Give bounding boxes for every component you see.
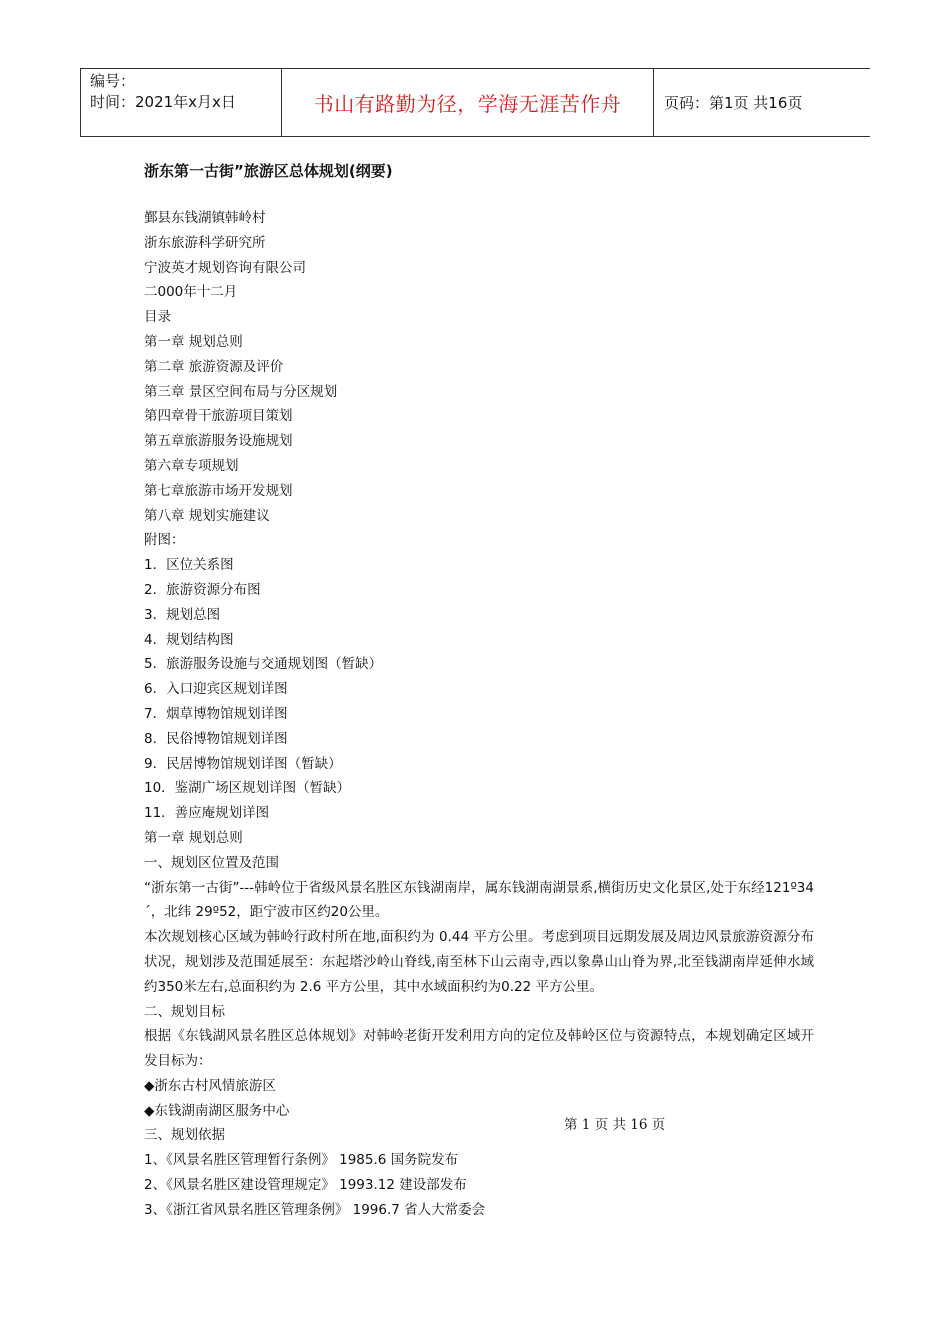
time-label: 时间：2021年x月x日 (90, 93, 236, 111)
figure-item: 2．旅游资源分布图 (144, 581, 261, 598)
document-title: 浙东第一古街”旅游区总体规划(纲要) (144, 162, 393, 180)
figure-item: 9．民居博物馆规划详图（暂缺） (144, 755, 342, 772)
figure-item: 5．旅游服务设施与交通规划图（暂缺） (144, 656, 383, 673)
figure-item: 10．鉴湖广场区规划详图（暂缺） (144, 780, 351, 797)
page-footer-number: 第 1 页 共 16 页 (564, 1117, 666, 1133)
number-label: 编号： (90, 72, 136, 90)
section-heading: 三、规划依据 (144, 1127, 225, 1144)
toc-heading: 目录 (144, 309, 171, 326)
toc-item: 第一章 规划总则 (144, 333, 243, 350)
figure-item: 11．善应庵规划详图 (144, 805, 270, 822)
toc-item: 第三章 景区空间布局与分区规划 (144, 383, 338, 400)
chapter-heading: 第一章 规划总则 (144, 829, 243, 846)
section-heading: 二、规划目标 (144, 1003, 225, 1020)
basis-item: 3、《浙江省风景名胜区管理条例》 1996.7 省人大常委会 (144, 1201, 486, 1218)
paragraph: “浙东第一古街”---韩岭位于省级风景名胜区东钱湖南岸，属东钱湖南湖景系,横街历史文化景区,处于东经121º34´，北纬 29º52，距宁波市区约20公里。 (144, 879, 814, 921)
meta-line: 鄞县东钱湖镇韩岭村 (144, 210, 266, 226)
basis-item: 2、《风景名胜区建设管理规定》 1993.12 建设部发布 (144, 1177, 467, 1194)
figure-item: 6．入口迎宾区规划详图 (144, 681, 288, 698)
header-page-code: 页码：第1页 共16页 (664, 94, 803, 112)
toc-item: 第八章 规划实施建议 (144, 507, 270, 524)
page-header (80, 68, 870, 137)
basis-item: 1、《风景名胜区管理暂行条例》 1985.6 国务院发布 (144, 1152, 459, 1169)
toc-item: 第二章 旅游资源及评价 (144, 358, 284, 375)
figure-item: 4．规划结构图 (144, 631, 234, 648)
meta-line: 浙东旅游科学研究所 (144, 234, 266, 251)
goal-item: ◆浙东古村风情旅游区 (144, 1077, 276, 1094)
meta-line: 宁波英才规划咨询有限公司 (144, 259, 306, 276)
header-meta-cell (80, 69, 282, 136)
toc-item: 第五章旅游服务设施规划 (144, 433, 293, 450)
figure-item: 8．民俗博物馆规划详图 (144, 730, 288, 747)
figure-item: 1．区位关系图 (144, 557, 234, 574)
toc-item: 第六章专项规划 (144, 457, 239, 474)
meta-line: 二000年十二月 (144, 284, 238, 301)
goal-item: ◆东钱湖南湖区服务中心 (144, 1102, 290, 1119)
document-body (144, 156, 814, 1223)
figure-item: 7．烟草博物馆规划详图 (144, 705, 288, 722)
figure-item: 3．规划总图 (144, 606, 221, 623)
header-motto: 书山有路勤为径，学海无涯苦作舟 (282, 69, 654, 136)
paragraph: 本次规划核心区域为韩岭行政村所在地,面积约为 0.44 平方公里。考虑到项目远期发展及周边风景旅游资源分布状况，规划涉及范围延展至：东起塔沙岭山脊线,南至林下山云南寺,西以象鼻山山脊为界,北至钱湖南岸延伸水域约350米左右,总面积约为 2.6 平方公里，其中水域面积约为0.22 平方公里。 (144, 929, 814, 995)
section-heading: 一、规划区位置及范围 (144, 854, 279, 871)
toc-item: 第四章骨干旅游项目策划 (144, 408, 293, 425)
toc-item: 第七章旅游市场开发规划 (144, 482, 293, 499)
paragraph: 根据《东钱湖风景名胜区总体规划》对韩岭老街开发利用方向的定位及韩岭区位与资源特点，本规划确定区域开发目标为： (144, 1028, 814, 1070)
figures-heading: 附图： (144, 532, 185, 549)
